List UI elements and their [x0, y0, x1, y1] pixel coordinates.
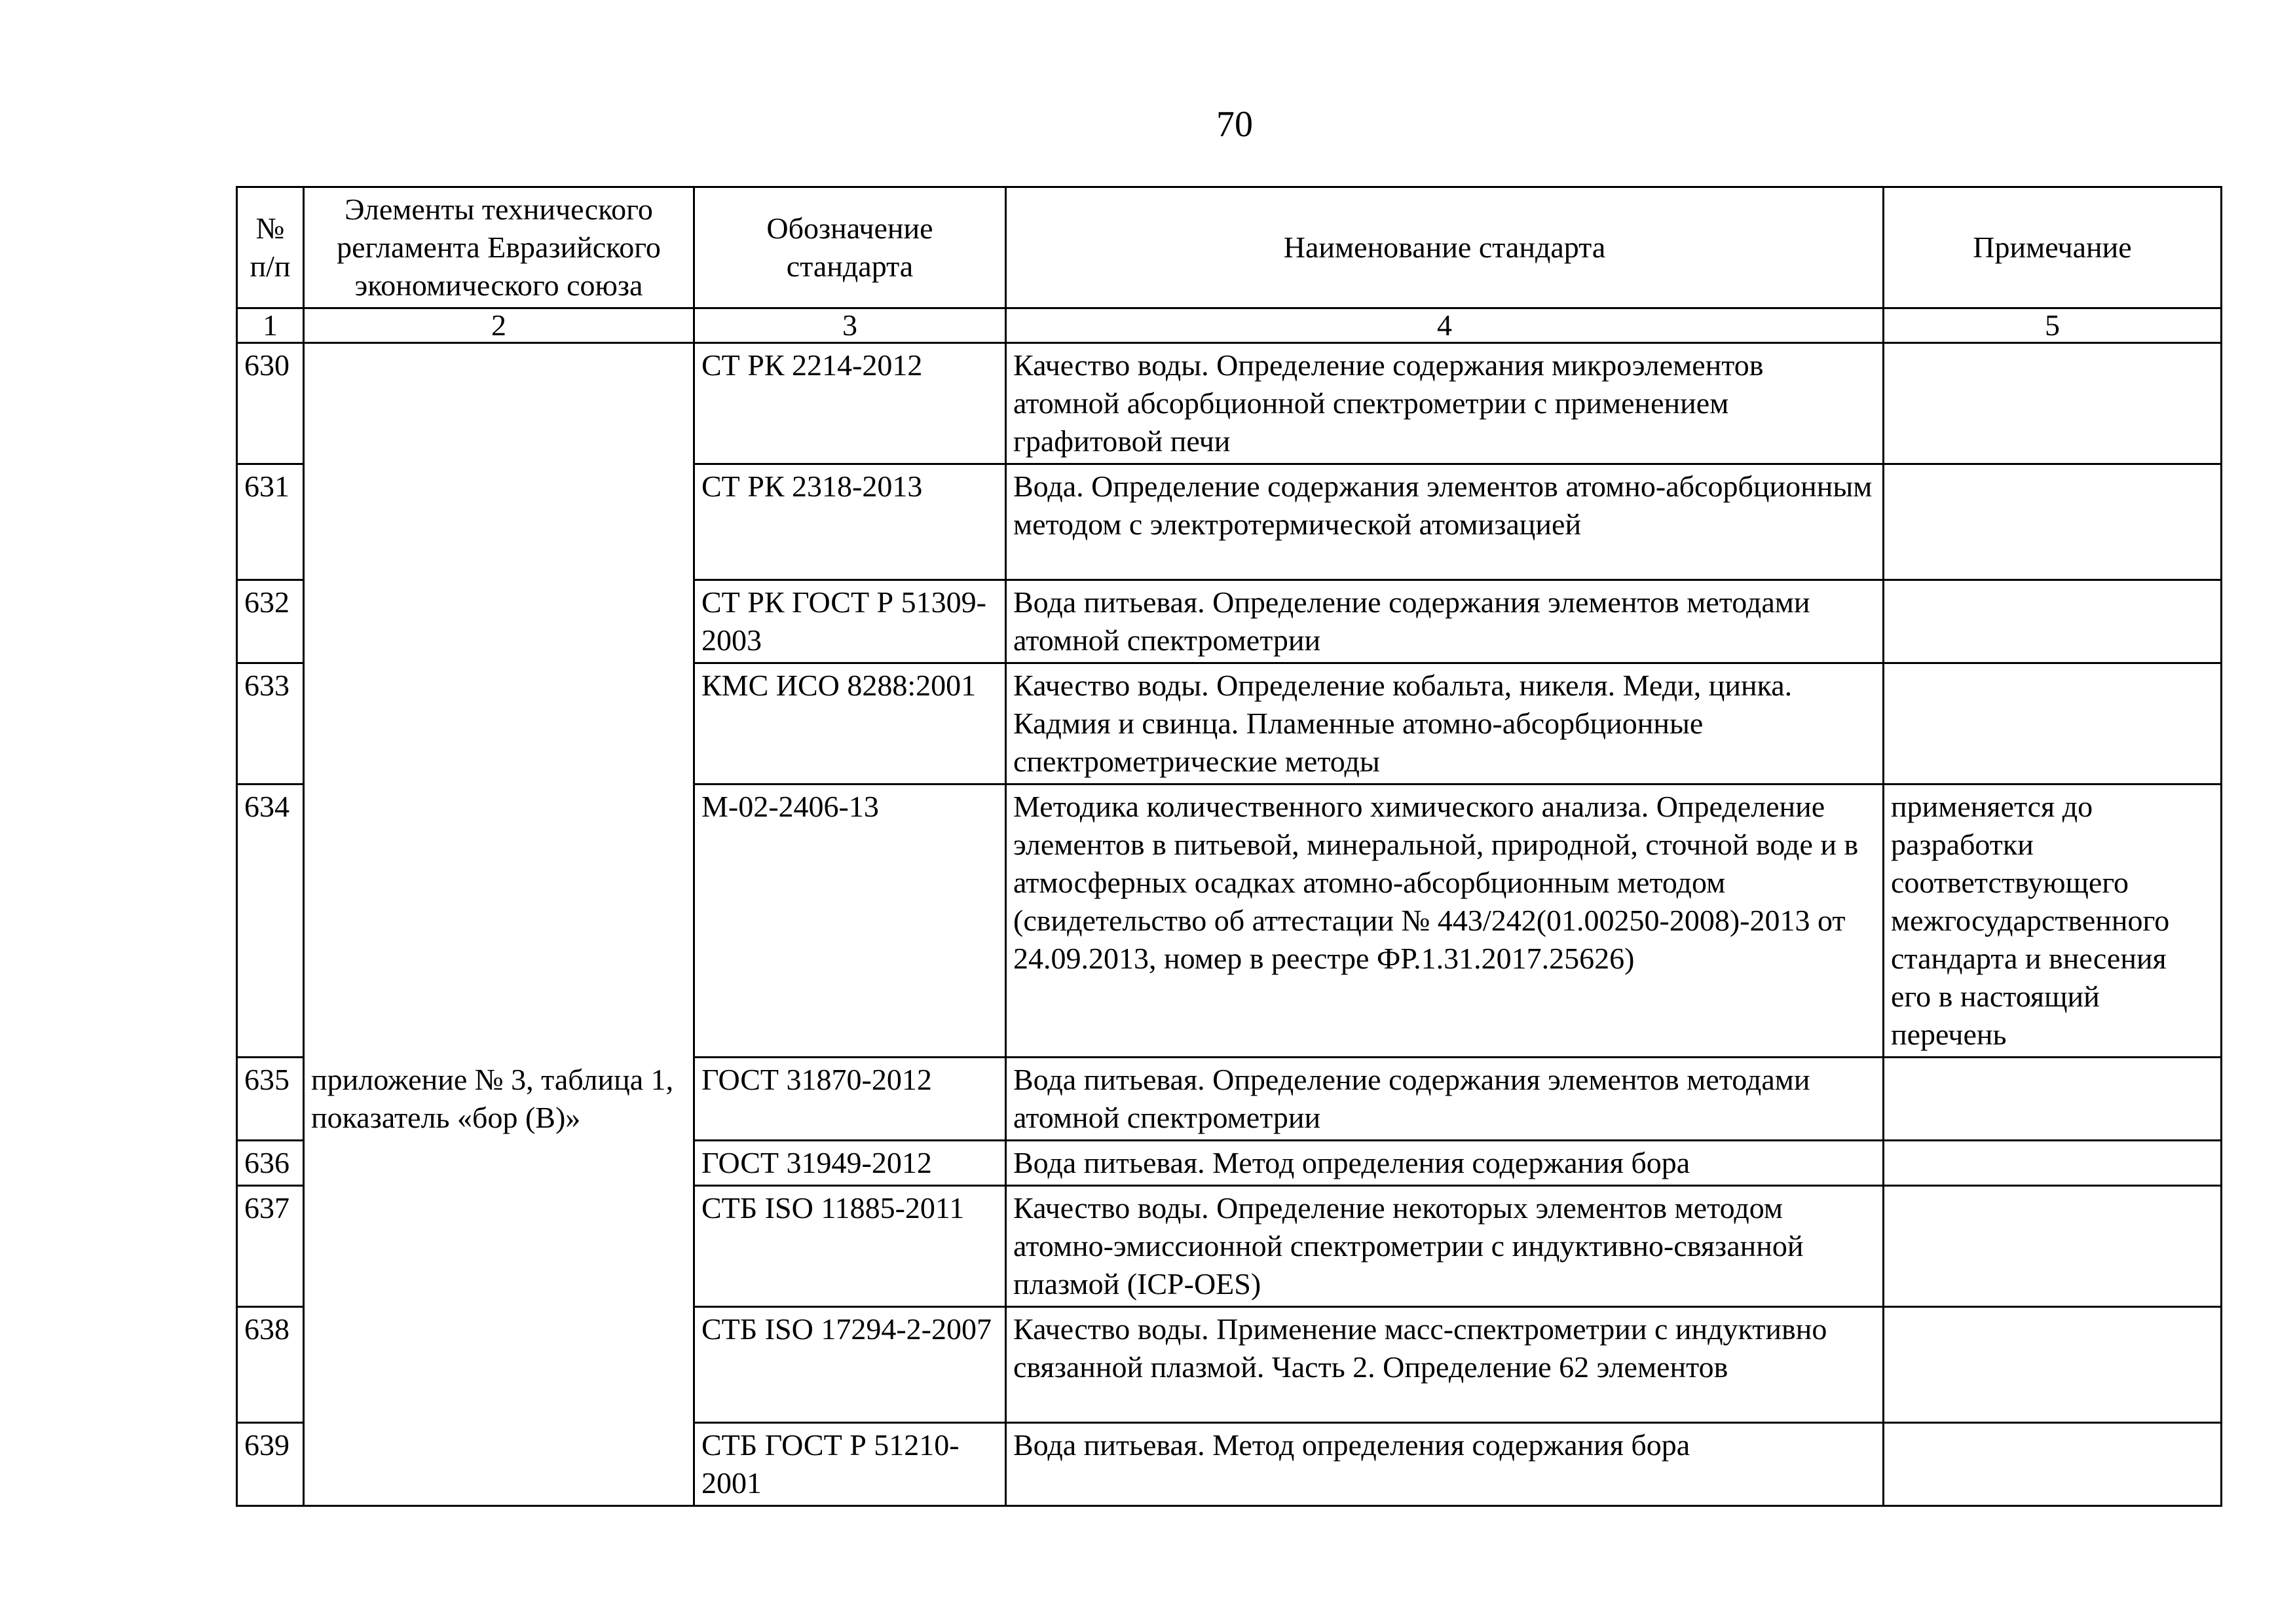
standard-name: Вода. Определение содержания элементов атомно-абсорбционным методом с электротермической атомизацией: [1006, 464, 1884, 580]
standard-note: [1884, 1307, 2222, 1423]
standard-name: Вода питьевая. Определение содержания элементов методами атомной спектрометрии: [1006, 580, 1884, 663]
standard-note: [1884, 580, 2222, 663]
column-number: 1: [237, 308, 304, 343]
header-row: [237, 187, 2222, 308]
table-row: [237, 343, 2222, 464]
row-number: 635: [237, 1058, 304, 1141]
column-number: 3: [694, 308, 1006, 343]
standard-note: [1884, 1058, 2222, 1141]
row-number: 632: [237, 580, 304, 663]
standard-name: Вода питьевая. Метод определения содержания бора: [1006, 1141, 1884, 1186]
standard-note: [1884, 663, 2222, 784]
header-note: Примечание: [1884, 187, 2222, 308]
standard-note: [1884, 1141, 2222, 1186]
standard-name: Качество воды. Определение содержания микроэлементов атомной абсорбционной спектрометрии с применением графитовой печи: [1006, 343, 1884, 464]
standard-designation: СТ РК 2214-2012: [694, 343, 1006, 464]
standard-note: [1884, 343, 2222, 464]
standard-name: Вода питьевая. Определение содержания элементов методами атомной спектрометрии: [1006, 1058, 1884, 1141]
standard-name: Качество воды. Определение кобальта, никеля. Меди, цинка. Кадмия и свинца. Пламенные атомно-абсорбционные спектрометрические методы: [1006, 663, 1884, 784]
standard-note: применяется до разработки соответствующего межгосударственного стандарта и внесения его в настоящий перечень: [1884, 784, 2222, 1058]
standard-designation: ГОСТ 31949-2012: [694, 1141, 1006, 1186]
header-elements: Элементы технического регламента Евразийского экономического союза: [304, 187, 694, 308]
row-number: 638: [237, 1307, 304, 1423]
standard-designation: ГОСТ 31870-2012: [694, 1058, 1006, 1141]
header-num: № п/п: [237, 187, 304, 308]
row-number: 630: [237, 343, 304, 464]
column-number: 4: [1006, 308, 1884, 343]
group-element-text: приложение № 3, таблица 1, показатель «бор (B)»: [311, 1063, 674, 1134]
standard-designation: М-02-2406-13: [694, 784, 1006, 1058]
header-name: Наименование стандарта: [1006, 187, 1884, 308]
standard-designation: СТБ ISO 11885-2011: [694, 1186, 1006, 1307]
standard-note: [1884, 464, 2222, 580]
row-number: 636: [237, 1141, 304, 1186]
standard-name: Вода питьевая. Метод определения содержания бора: [1006, 1423, 1884, 1506]
row-number: 637: [237, 1186, 304, 1307]
standard-note: [1884, 1423, 2222, 1506]
standard-name: Методика количественного химического анализа. Определение элементов в питьевой, минеральной, природной, сточной воде и в атмосферных осадках атомно-абсорбционным методом (свидетельство об аттестации № 443/242(01.00250-2008)-2013 от 24.09.2013, номер в реестре ФР.1.31.2017.25626): [1006, 784, 1884, 1058]
column-number-row: [237, 308, 2222, 343]
standard-name: Качество воды. Применение масс-спектрометрии с индуктивно связанной плазмой. Часть 2. Определение 62 элементов: [1006, 1307, 1884, 1423]
group-element-cell: [304, 343, 694, 1506]
standard-designation: СТБ ISO 17294-2-2007: [694, 1307, 1006, 1423]
standard-designation: СТБ ГОСТ Р 51210-2001: [694, 1423, 1006, 1506]
header-designation: Обозначение стандарта: [694, 187, 1006, 308]
standards-table: [236, 186, 2222, 1507]
standard-designation: СТ РК 2318-2013: [694, 464, 1006, 580]
column-number: 2: [304, 308, 694, 343]
row-number: 631: [237, 464, 304, 580]
standard-designation: СТ РК ГОСТ Р 51309-2003: [694, 580, 1006, 663]
standard-designation: КМС ИСО 8288:2001: [694, 663, 1006, 784]
page-number: 70: [1216, 104, 1253, 145]
standard-name: Качество воды. Определение некоторых элементов методом атомно-эмиссионной спектрометрии с индуктивно-связанной плазмой (ICP-OES): [1006, 1186, 1884, 1307]
column-number: 5: [1884, 308, 2222, 343]
standard-note: [1884, 1186, 2222, 1307]
row-number: 639: [237, 1423, 304, 1506]
row-number: 634: [237, 784, 304, 1058]
row-number: 633: [237, 663, 304, 784]
